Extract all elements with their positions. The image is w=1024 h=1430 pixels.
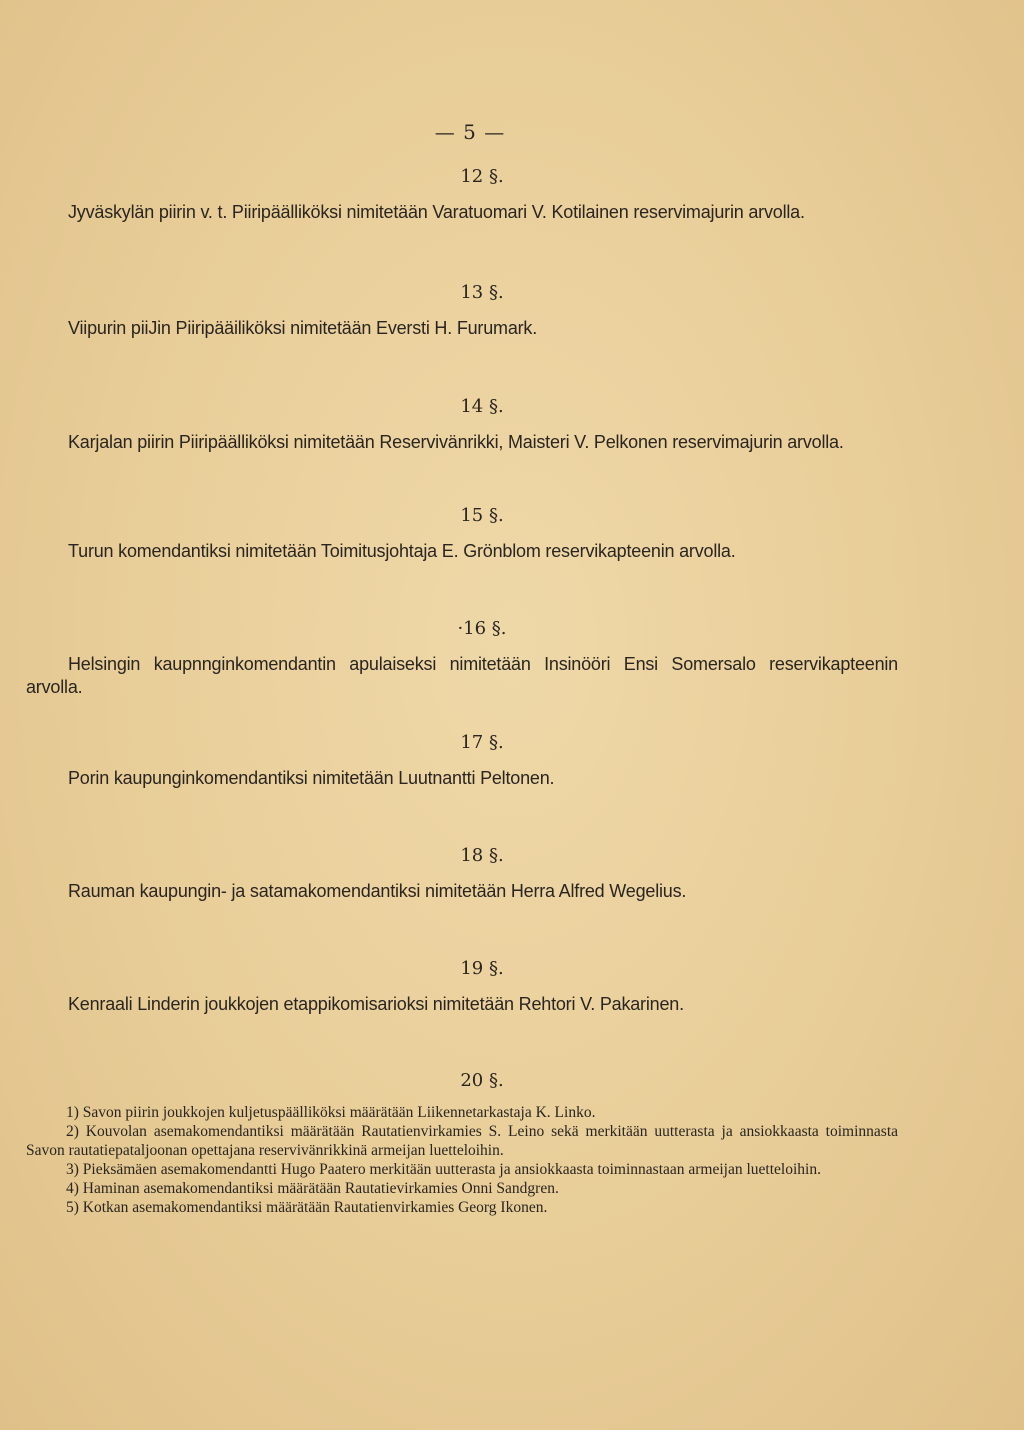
section-text: Helsingin kaupnnginkomendantin apulaiseksi nimitetään Insinööri Ensi Somersalo reservikapteenin arvolla. xyxy=(26,654,898,697)
section-15 xyxy=(26,505,898,563)
section-16 xyxy=(26,618,898,699)
list-item: 4) Haminan asemakomendantiksi määrätään Rautatievirkamies Onni Sandgren. xyxy=(66,1180,559,1197)
list-item: 1) Savon piirin joukkojen kuljetuspäälliköksi määrätään Liikennetarkastaja K. Linko. xyxy=(66,1104,596,1121)
section-12 xyxy=(26,166,898,224)
section-heading: 20 §. xyxy=(460,1070,504,1091)
section-heading: ·16 §. xyxy=(457,618,507,639)
list-item: 3) Pieksämäen asemakomendantti Hugo Paatero merkitään uutterasta ja ansiokkaasta toiminnastaan armeijan luetteloihin. xyxy=(66,1161,821,1178)
section-heading: 17 §. xyxy=(460,732,504,753)
section-text: Jyväskylän piirin v. t. Piiripäälliköksi nimitetään Varatuomari V. Kotilainen reservimajurin arvolla. xyxy=(68,202,805,222)
list-item: 2) Kouvolan asemakomendantiksi määrätään Rautatienvirkamies S. Leino sekä merkitään uutterasta ja ansiokkaasta toiminnasta Savon rautatiepataljoonan opettajana reservivänrikkinä armeijan luetteloihin. xyxy=(26,1123,898,1159)
section-heading: 15 §. xyxy=(460,505,504,526)
section-text: Turun komendantiksi nimitetään Toimitusjohtaja E. Grönblom reservikapteenin arvolla. xyxy=(68,541,736,561)
section-heading: 13 §. xyxy=(460,282,504,303)
section-text: Rauman kaupungin- ja satamakomendantiksi nimitetään Herra Alfred Wegelius. xyxy=(68,881,687,901)
section-heading: 14 §. xyxy=(460,396,504,417)
list-item: 5) Kotkan asemakomendantiksi määrätään Rautatienvirkamies Georg Ikonen. xyxy=(66,1199,548,1216)
section-text: Kenraali Linderin joukkojen etappikomisarioksi nimitetään Rehtori V. Pakarinen. xyxy=(68,994,684,1014)
section-18 xyxy=(26,845,898,903)
section-text: Viipurin piiJin Piiripääiliköksi nimitetään Eversti H. Furumark. xyxy=(68,318,538,338)
section-19 xyxy=(26,958,898,1016)
section-20 xyxy=(26,1070,898,1217)
page-number: — 5 — xyxy=(434,120,506,144)
appointment-list xyxy=(26,1103,898,1217)
section-14 xyxy=(26,396,898,454)
section-text: Porin kaupunginkomendantiksi nimitetään Luutnantti Peltonen. xyxy=(68,768,555,788)
section-heading: 18 §. xyxy=(460,845,504,866)
section-17 xyxy=(26,732,898,790)
section-13 xyxy=(26,282,898,340)
section-heading: 19 §. xyxy=(460,958,504,979)
section-heading: 12 §. xyxy=(460,166,504,187)
section-text: Karjalan piirin Piiripäälliköksi nimitetään Reservivänrikki, Maisteri V. Pelkonen reservimajurin arvolla. xyxy=(68,432,844,452)
